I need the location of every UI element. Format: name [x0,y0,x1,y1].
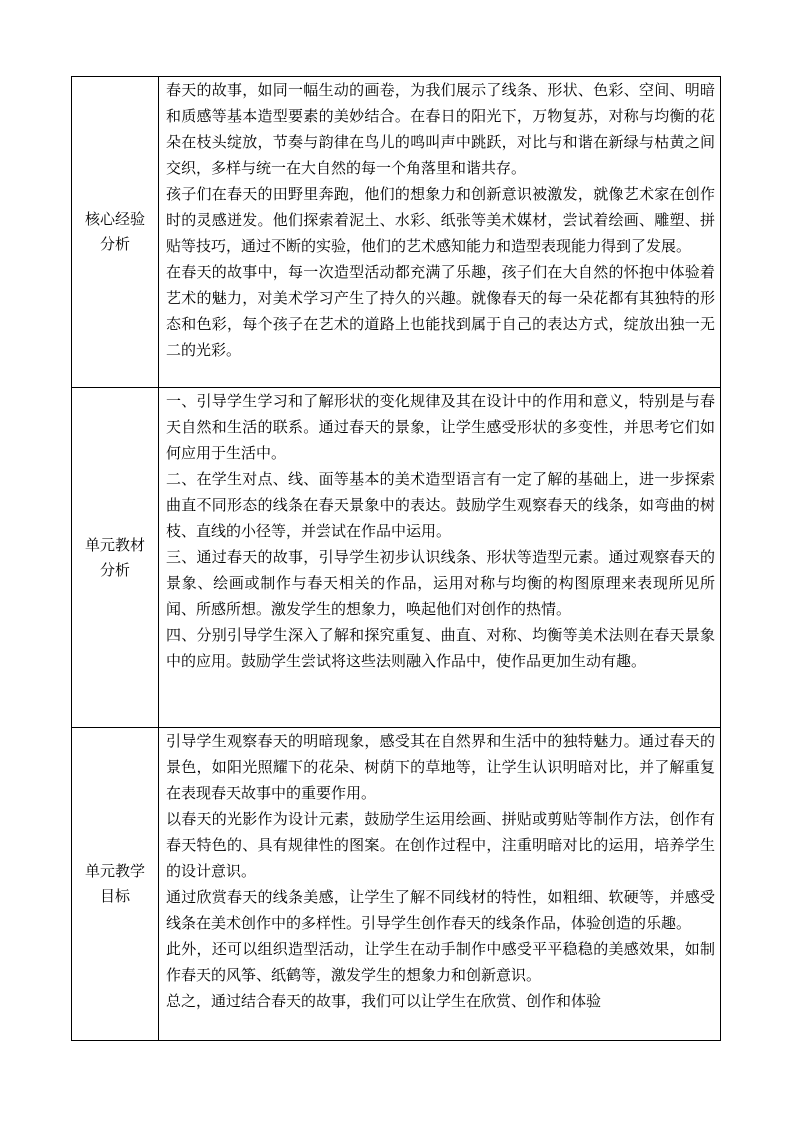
paragraph: 引导学生观察春天的明暗现象，感受其在自然界和生活中的独特魅力。通过春天的景色，如阳光照耀下的花朵、树荫下的草地等，让学生认识明暗对比，并了解重复在表现春天故事中的重要作用。 [166,732,715,802]
row-content-core-experience [159,77,721,388]
table-row [72,728,721,1041]
row-label-teaching-goals: 单元教学目标 [72,728,159,1041]
paragraph: 四、分别引导学生深入了解和探究重复、曲直、对称、均衡等美术法则在春天景象中的应用。鼓励学生尝试将这些法则融入作品中，使作品更加生动有趣。 [166,626,715,670]
paragraph: 孩子们在春天的田野里奔跑，他们的想象力和创新意识被激发，就像艺术家在创作时的灵感迸发。他们探索着泥土、水彩、纸张等美术媒材，尝试着绘画、雕塑、拼贴等技巧，通过不断的实验，他们的艺术感知能力和造型表现能力得到了发展。 [166,185,715,255]
table-row [72,388,721,728]
paragraph: 三、通过春天的故事，引导学生初步认识线条、形状等造型元素。通过观察春天的景象、绘画或制作与春天相关的作品，运用对称与均衡的构图原理来表现所见所闻、所感所想。激发学生的想象力，唤起他们对创作的热情。 [166,548,715,618]
row-label-core-experience: 核心经验分析 [72,77,159,388]
paragraph: 二、在学生对点、线、面等基本的美术造型语言有一定了解的基础上，进一步探索曲直不同形态的线条在春天景象中的表达。鼓励学生观察春天的线条，如弯曲的树枝、直线的小径等，并尝试在作品中运用。 [166,470,715,540]
row-label-unit-material: 单元教材分析 [72,388,159,728]
row-content-teaching-goals [159,728,721,1041]
row-content-unit-material [159,388,721,728]
paragraph: 通过欣赏春天的线条美感，让学生了解不同线材的特性，如粗细、软硬等，并感受线条在美术创作中的多样性。引导学生创作春天的线条作品，体验创造的乐趣。 [166,888,715,932]
paragraph: 以春天的光影作为设计元素，鼓励学生运用绘画、拼贴或剪贴等制作方法，创作有春天特色的、具有规律性的图案。在创作过程中，注重明暗对比的运用，培养学生的设计意识。 [166,810,715,880]
paragraph: 总之，通过结合春天的故事，我们可以让学生在欣赏、创作和体验 [166,992,602,1010]
paragraph: 春天的故事，如同一幅生动的画卷，为我们展示了线条、形状、色彩、空间、明暗和质感等基本造型要素的美妙结合。在春日的阳光下，万物复苏，对称与均衡的花朵在枝头绽放，节奏与韵律在鸟儿的鸣叫声中跳跃，对比与和谐在新绿与枯黄之间交织，多样与统一在大自然的每一个角落里和谐共存。 [166,81,715,177]
table-row [72,77,721,388]
paragraph: 一、引导学生学习和了解形状的变化规律及其在设计中的作用和意义，特别是与春天自然和生活的联系。通过春天的景象，让学生感受形状的多变性，并思考它们如何应用于生活中。 [166,392,715,462]
paragraph: 此外，还可以组织造型活动，让学生在动手制作中感受平平稳稳的美感效果，如制作春天的风筝、纸鹤等，激发学生的想象力和创新意识。 [166,940,715,984]
lesson-plan-table [71,76,721,1041]
paragraph: 在春天的故事中，每一次造型活动都充满了乐趣，孩子们在大自然的怀抱中体验着艺术的魅力，对美术学习产生了持久的兴趣。就像春天的每一朵花都有其独特的形态和色彩，每个孩子在艺术的道路上也能找到属于自己的表达方式，绽放出独一无二的光彩。 [166,263,715,359]
